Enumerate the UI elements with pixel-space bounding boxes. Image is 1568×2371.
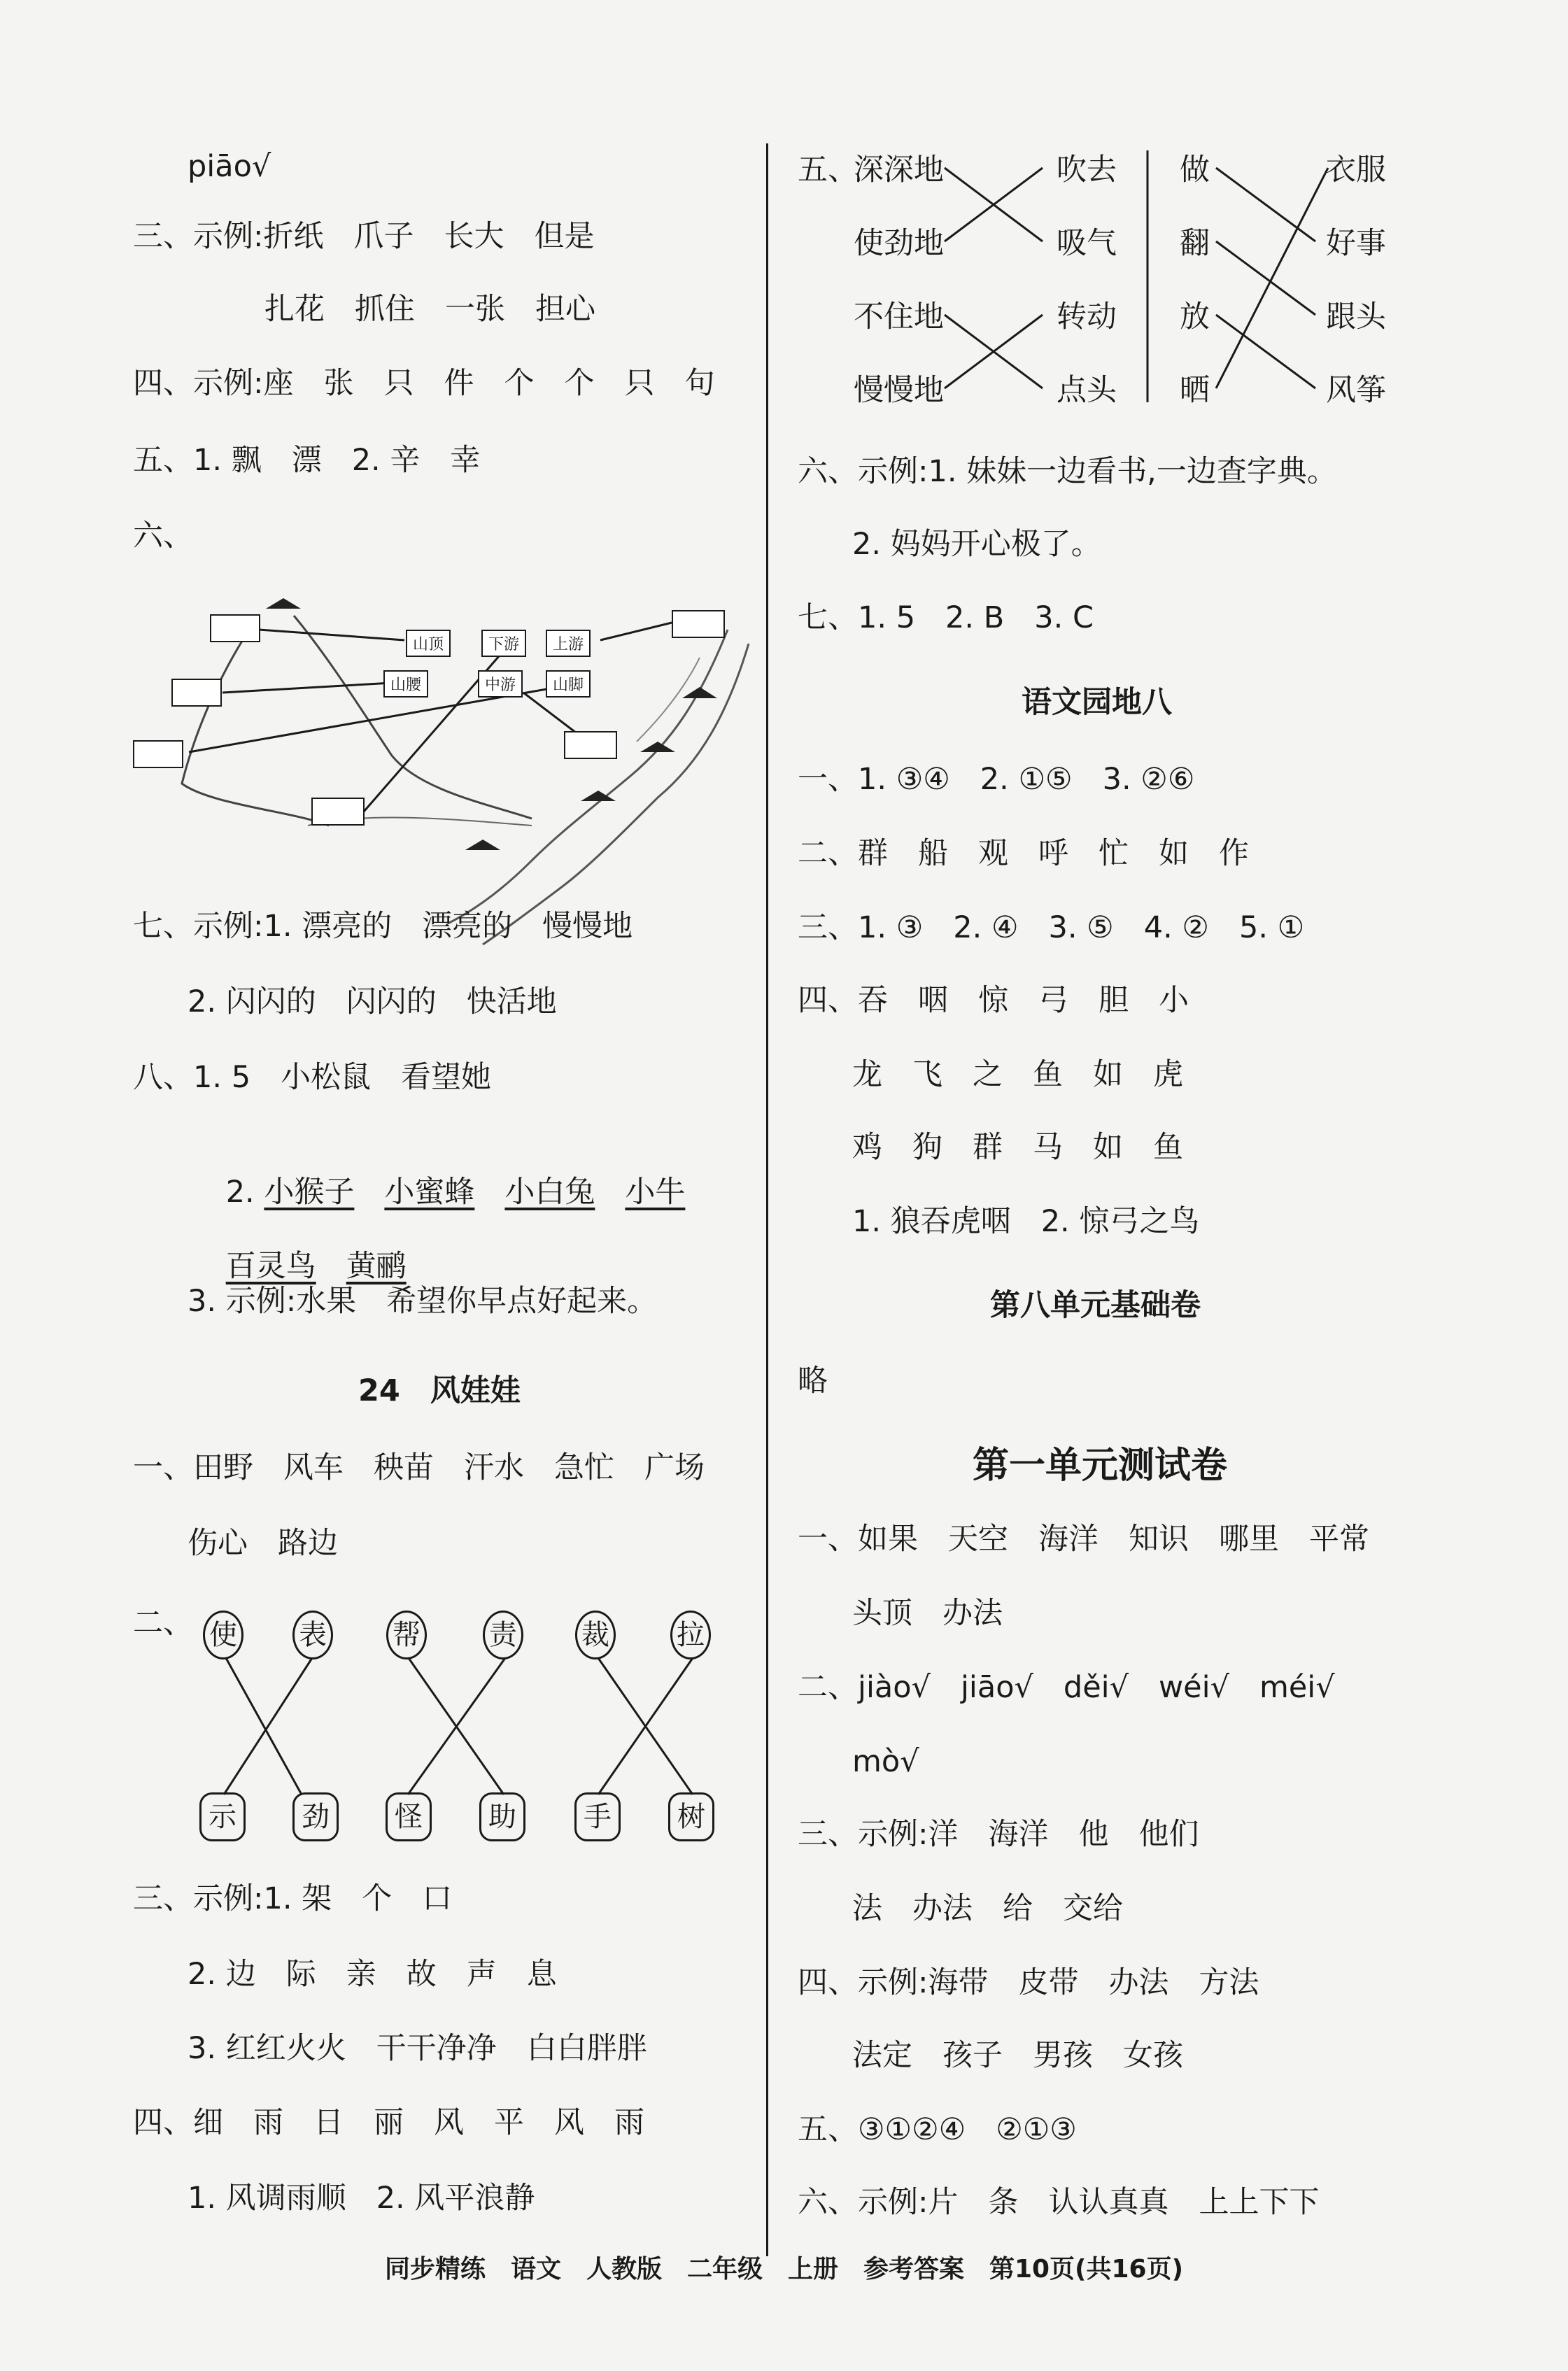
map-tag-upstream: 上游 — [546, 630, 591, 657]
underlined-answer: 小猴子 — [264, 1175, 355, 1210]
left-line-12: 3. 示例:水果 希望你早点好起来。 — [188, 1284, 658, 1319]
match-left-1: 深深地 — [854, 153, 944, 187]
char-circle: 裁 — [575, 1611, 616, 1659]
right-line-21: 五、③①②④ ②①③ — [798, 2112, 1077, 2147]
match-verb-3: 放 — [1180, 299, 1210, 334]
char-square: 示 — [199, 1792, 246, 1841]
right-line-13: 一、如果 天空 海洋 知识 哪里 平常 — [798, 1522, 1369, 1557]
section-title-unit8: 第八单元基础卷 — [990, 1288, 1201, 1323]
underlined-answer: 黄鹂 — [346, 1249, 407, 1284]
right-line-5: 一、1. ③④ 2. ①⑤ 3. ②⑥ — [798, 762, 1195, 797]
right-line-22: 六、示例:片 条 认认真真 上上下下 — [798, 2185, 1320, 2220]
left-line-1: piāo√ — [188, 149, 271, 184]
match-verb-2: 翻 — [1180, 226, 1210, 261]
left-line-20: 1. 风调雨顺 2. 风平浪静 — [188, 2181, 535, 2216]
char-circle: 帮 — [386, 1611, 427, 1659]
blank-box — [311, 798, 365, 826]
blank-box — [171, 679, 222, 707]
right-line-15: 二、jiào√ jiāo√ děi√ wéi√ méi√ — [798, 1670, 1335, 1705]
match-left-2: 使劲地 — [854, 226, 944, 261]
right-line-9: 龙 飞 之 鱼 如 虎 — [852, 1057, 1183, 1092]
match-mid-3: 转动 — [1057, 299, 1117, 334]
right-line-8: 四、吞 咽 惊 弓 胆 小 — [798, 983, 1189, 1018]
right-line-2: 六、示例:1. 妹妹一边看书,一边查字典。 — [798, 454, 1337, 489]
column-divider — [766, 143, 768, 2256]
blank-box — [133, 740, 183, 768]
right-line-3: 2. 妈妈开心极了。 — [852, 527, 1101, 562]
blank-box — [564, 731, 617, 759]
right-line-6: 二、群 船 观 呼 忙 如 作 — [798, 836, 1249, 871]
left-line-18: 3. 红红火火 干干净净 白白胖胖 — [188, 2031, 647, 2066]
map-tag-mountainside: 山腰 — [383, 670, 428, 698]
char-circle: 拉 — [670, 1611, 711, 1659]
char-square: 助 — [479, 1792, 525, 1841]
left-line-2: 三、示例:折纸 爪子 长大 但是 — [133, 219, 595, 254]
left-line-8: 2. 闪闪的 闪闪的 快活地 — [188, 984, 557, 1019]
right-line-18: 法 办法 给 交给 — [852, 1891, 1123, 1926]
match-obj-4: 风筝 — [1326, 373, 1386, 408]
underlined-answer: 小蜜蜂 — [384, 1175, 475, 1210]
left-line-4: 四、示例:座 张 只 件 个 个 只 句 — [133, 366, 715, 401]
underlined-answer: 小白兔 — [504, 1175, 595, 1210]
right-line-4: 七、1. 5 2. B 3. C — [798, 600, 1094, 635]
right-line-12: 略 — [798, 1364, 828, 1399]
blank-box — [210, 614, 260, 642]
map-tag-downstream: 下游 — [481, 630, 526, 657]
char-square: 手 — [574, 1792, 621, 1841]
item-number: 2. — [225, 1175, 255, 1210]
char-circle: 使 — [203, 1611, 243, 1659]
match-mid-4: 点头 — [1057, 373, 1117, 408]
blank-box — [672, 610, 725, 638]
left-line-6: 六、 — [133, 518, 193, 553]
left-line-5: 五、1. 飘 漂 2. 辛 幸 — [133, 443, 481, 478]
underlined-answer: 百灵鸟 — [225, 1249, 316, 1284]
right-line-20: 法定 孩子 男孩 女孩 — [852, 2038, 1183, 2073]
section-title-unit1-test: 第一单元测试卷 — [973, 1445, 1228, 1487]
left-line-9: 八、1. 5 小松鼠 看望她 — [133, 1060, 492, 1095]
map-tag-midstream: 中游 — [478, 670, 523, 698]
left-line-13: 一、田野 风车 秧苗 汗水 急忙 广场 — [133, 1450, 705, 1485]
match-obj-1: 衣服 — [1326, 153, 1386, 187]
right-line-19: 四、示例:海带 皮带 办法 方法 — [798, 1965, 1259, 2000]
char-circle: 责 — [483, 1611, 523, 1659]
char-square: 劲 — [292, 1792, 339, 1841]
match-verb-1: 做 — [1180, 153, 1210, 187]
match-obj-2: 好事 — [1326, 226, 1386, 261]
left-line-3: 扎花 抓住 一张 担心 — [264, 292, 595, 327]
char-square: 怪 — [386, 1792, 432, 1841]
map-tag-mountain-top: 山顶 — [406, 630, 451, 657]
match-left-3: 不住地 — [854, 299, 944, 334]
right-line-17: 三、示例:洋 海洋 他 他们 — [798, 1817, 1199, 1852]
left-line-16: 三、示例:1. 架 个 口 — [133, 1881, 453, 1916]
left-line-7: 七、示例:1. 漂亮的 漂亮的 慢慢地 — [133, 909, 633, 944]
left-line-19: 四、细 雨 日 丽 风 平 风 雨 — [133, 2105, 644, 2140]
right-line-11: 1. 狼吞虎咽 2. 惊弓之鸟 — [852, 1204, 1200, 1239]
right-line-14: 头顶 办法 — [852, 1596, 1003, 1631]
section-title-24: 24 风娃娃 — [358, 1373, 521, 1408]
char-circle: 表 — [292, 1611, 333, 1659]
left-line-15-prefix: 二、 — [133, 1606, 193, 1641]
match-verb-4: 晒 — [1180, 373, 1210, 408]
left-line-17: 2. 边 际 亲 故 声 息 — [188, 1957, 557, 1992]
match-mid-1: 吹去 — [1057, 153, 1117, 187]
right-line-7: 三、1. ③ 2. ④ 3. ⑤ 4. ② 5. ① — [798, 910, 1305, 945]
section-title-yuwen-yuandi: 语文园地八 — [1022, 685, 1172, 720]
map-tag-mountain-foot: 山脚 — [546, 670, 591, 698]
right-line-1-prefix: 五、 — [798, 153, 858, 187]
left-line-14: 伤心 路边 — [188, 1526, 338, 1561]
right-line-10: 鸡 狗 群 马 如 鱼 — [852, 1130, 1183, 1165]
match-mid-2: 吸气 — [1057, 226, 1117, 261]
page-footer: 同步精练 语文 人教版 二年级 上册 参考答案 第10页(共16页) — [384, 2255, 1184, 2284]
match-left-4: 慢慢地 — [854, 373, 944, 408]
char-square: 树 — [668, 1792, 714, 1841]
match-obj-3: 跟头 — [1326, 299, 1386, 334]
underlined-answer: 小牛 — [625, 1175, 686, 1210]
right-line-16: mò√ — [852, 1744, 919, 1779]
